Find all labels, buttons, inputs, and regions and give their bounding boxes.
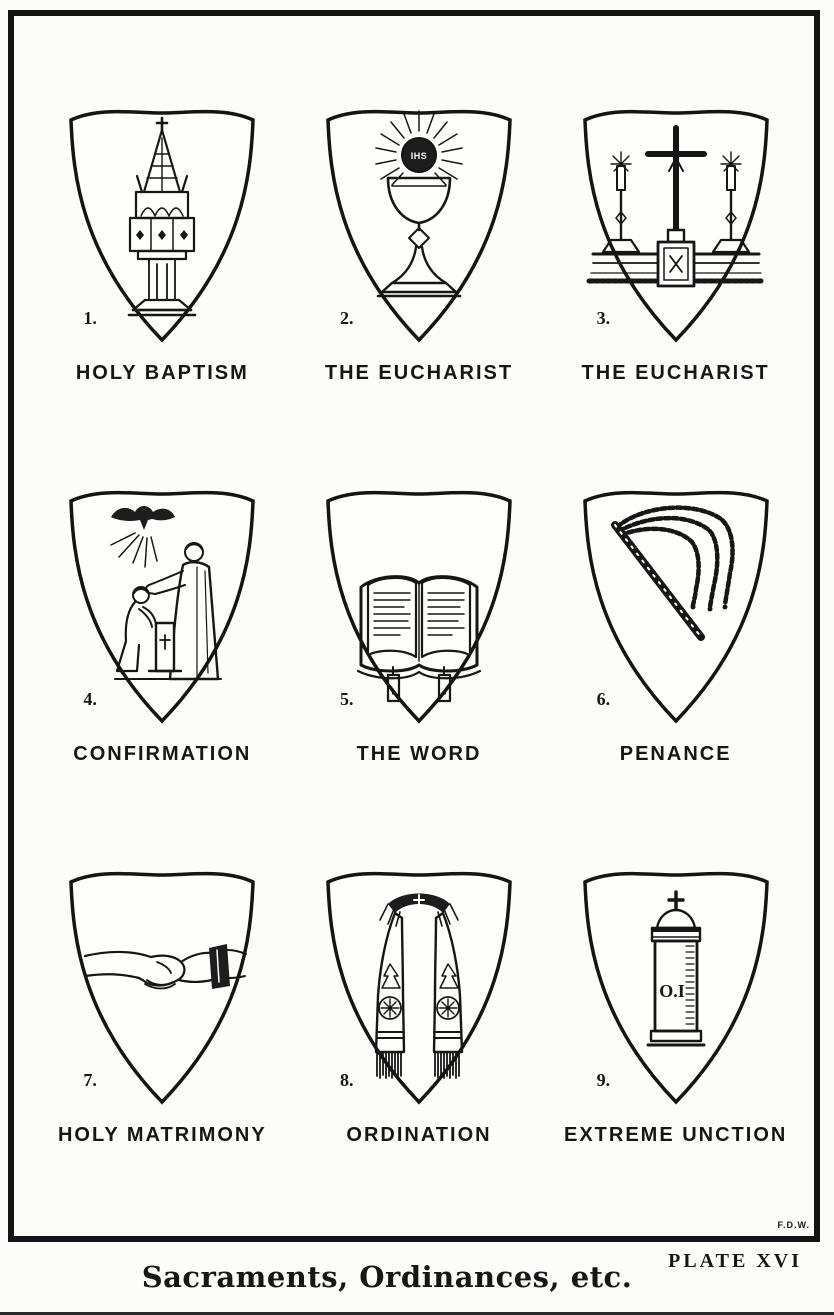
shield-6 <box>573 475 779 727</box>
shield-cell-the-word <box>316 475 522 856</box>
shield-number: 4. <box>83 689 97 709</box>
shield-caption: CONFIRMATION <box>73 743 252 765</box>
shield-4 <box>59 475 265 727</box>
shield-cell-eucharist-altar <box>573 94 779 475</box>
shield-cell-penance <box>573 475 779 856</box>
shield-9 <box>573 856 779 1108</box>
shield-number: 2. <box>339 308 354 328</box>
shield-cell-holy-matrimony <box>58 856 267 1237</box>
shield-caption: HOLY MATRIMONY <box>57 1124 267 1146</box>
shield-caption: HOLY BAPTISM <box>75 362 249 384</box>
shield-number: 5. <box>339 689 354 709</box>
shield-2 <box>316 94 522 346</box>
shield-1 <box>59 94 265 346</box>
shield-caption: PENANCE <box>619 743 732 765</box>
shield-caption: ORDINATION <box>346 1124 492 1146</box>
shield-number: 8. <box>339 1070 354 1090</box>
plate-frame <box>8 10 820 1242</box>
plate-label: PLATE XVI <box>668 1250 802 1272</box>
shield-number: 3. <box>596 308 611 328</box>
shield-number: 9. <box>596 1070 611 1090</box>
shield-5 <box>316 475 522 727</box>
shield-number: 1. <box>83 308 97 328</box>
shield-number: 7. <box>83 1070 97 1090</box>
shield-caption: THE WORD <box>356 743 482 765</box>
host-inscription: IHS <box>410 151 428 161</box>
shield-cell-eucharist-chalice <box>316 94 522 475</box>
shield-7 <box>59 856 265 1108</box>
shield-caption: THE EUCHARIST <box>581 362 770 384</box>
shield-cell-extreme-unction <box>564 856 787 1237</box>
shield-caption: THE EUCHARIST <box>324 362 514 384</box>
shield-cell-ordination <box>316 856 522 1237</box>
shield-caption: EXTREME UNCTION <box>563 1124 788 1146</box>
plate-title: Sacraments, Ordinances, etc. <box>141 1260 633 1294</box>
shield-number: 6. <box>596 689 611 709</box>
shield-cell-confirmation <box>59 475 265 856</box>
oil-stock-inscription: O.I <box>658 981 685 1001</box>
shield-3 <box>573 94 779 346</box>
shield-8 <box>316 856 522 1108</box>
artist-mark: F.D.W. <box>777 1220 810 1230</box>
shield-cell-holy-baptism <box>59 94 265 475</box>
shield-grid <box>14 16 814 1236</box>
